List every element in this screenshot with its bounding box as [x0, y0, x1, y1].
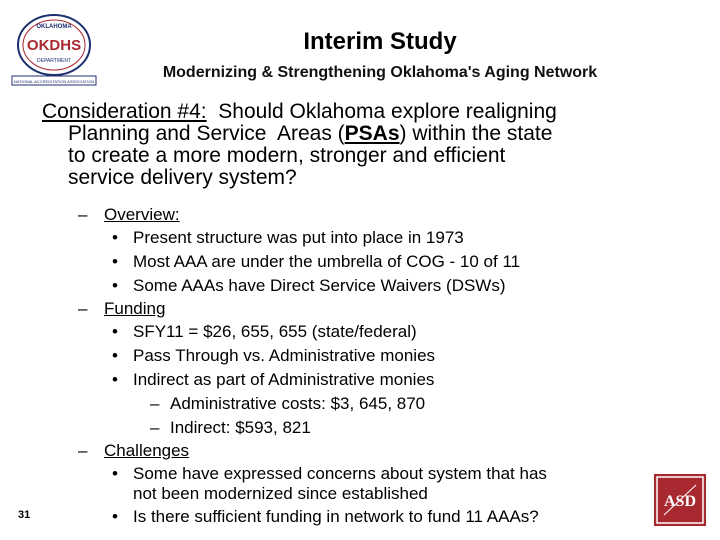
outline-dash: –	[78, 299, 88, 318]
consideration-line-3: to create a more modern, stronger and efficient	[68, 144, 506, 167]
asd-logo	[654, 474, 706, 526]
bullet-icon: •	[112, 252, 118, 271]
funding-item: Indirect as part of Administrative monies	[133, 370, 435, 389]
psas-term: PSAs	[344, 122, 400, 145]
bullet-icon: •	[112, 276, 118, 295]
consideration-line-1	[42, 101, 662, 123]
consideration-line-2-pre: Planning and Service Areas (	[68, 122, 345, 145]
challenges-item: Some have expressed concerns about system that has	[133, 464, 547, 483]
bullet-icon: •	[112, 464, 118, 483]
funding-item: SFY11 = $26, 655, 655 (state/federal)	[133, 322, 417, 341]
outline-dash: –	[150, 418, 160, 437]
outline-heading-challenges: Challenges	[104, 441, 190, 460]
outline-heading-funding: Funding	[104, 299, 166, 318]
overview-item: Present structure was put into place in 1973	[133, 228, 464, 247]
bullet-icon: •	[112, 346, 118, 365]
page-title: Interim Study	[303, 28, 457, 55]
outline-dash: –	[78, 205, 88, 224]
outline-dash: –	[150, 394, 160, 413]
challenges-item-continued: not been modernized since established	[133, 484, 428, 503]
outline-dash: –	[78, 441, 88, 460]
okdhs-logo-bottom-text: NATIONAL ACCREDITATION ASSOCIATION	[13, 79, 95, 84]
okdhs-logo	[10, 8, 98, 92]
page-subtitle: Modernizing & Strengthening Oklahoma's Aging Network	[162, 64, 598, 81]
consideration-line-2	[42, 123, 662, 145]
consideration-line-2-post: ) within the state	[399, 122, 553, 145]
consideration-line-1-text: Should Oklahoma explore realigning	[206, 100, 557, 123]
consideration-text	[42, 101, 662, 189]
overview-item: Some AAAs have Direct Service Waivers (DSWs)	[133, 276, 506, 295]
okdhs-logo-main-text: OKDHS	[26, 37, 82, 54]
bullet-icon: •	[112, 228, 118, 247]
bullet-icon: •	[112, 322, 118, 341]
asd-logo-text: ASD	[663, 493, 697, 510]
consideration-lead: Consideration #4:	[42, 100, 207, 123]
challenges-item: Is there sufficient funding in network to fund 11 AAAs?	[133, 507, 539, 526]
bullet-icon: •	[112, 370, 118, 389]
okdhs-logo-ribbon-text: DEPARTMENT	[37, 58, 71, 64]
bullet-icon: •	[112, 507, 118, 526]
slide-number: 31	[18, 509, 31, 521]
funding-item: Pass Through vs. Administrative monies	[133, 346, 436, 365]
funding-subitem: Indirect: $593, 821	[170, 418, 311, 437]
okdhs-logo-top-text: OKLAHOMA	[36, 24, 72, 30]
overview-item: Most AAA are under the umbrella of COG - 10 of 11	[133, 252, 521, 271]
consideration-line-4: service delivery system?	[68, 166, 297, 189]
outline-heading-overview: Overview:	[104, 205, 180, 224]
funding-subitem: Administrative costs: $3, 645, 870	[170, 394, 426, 413]
